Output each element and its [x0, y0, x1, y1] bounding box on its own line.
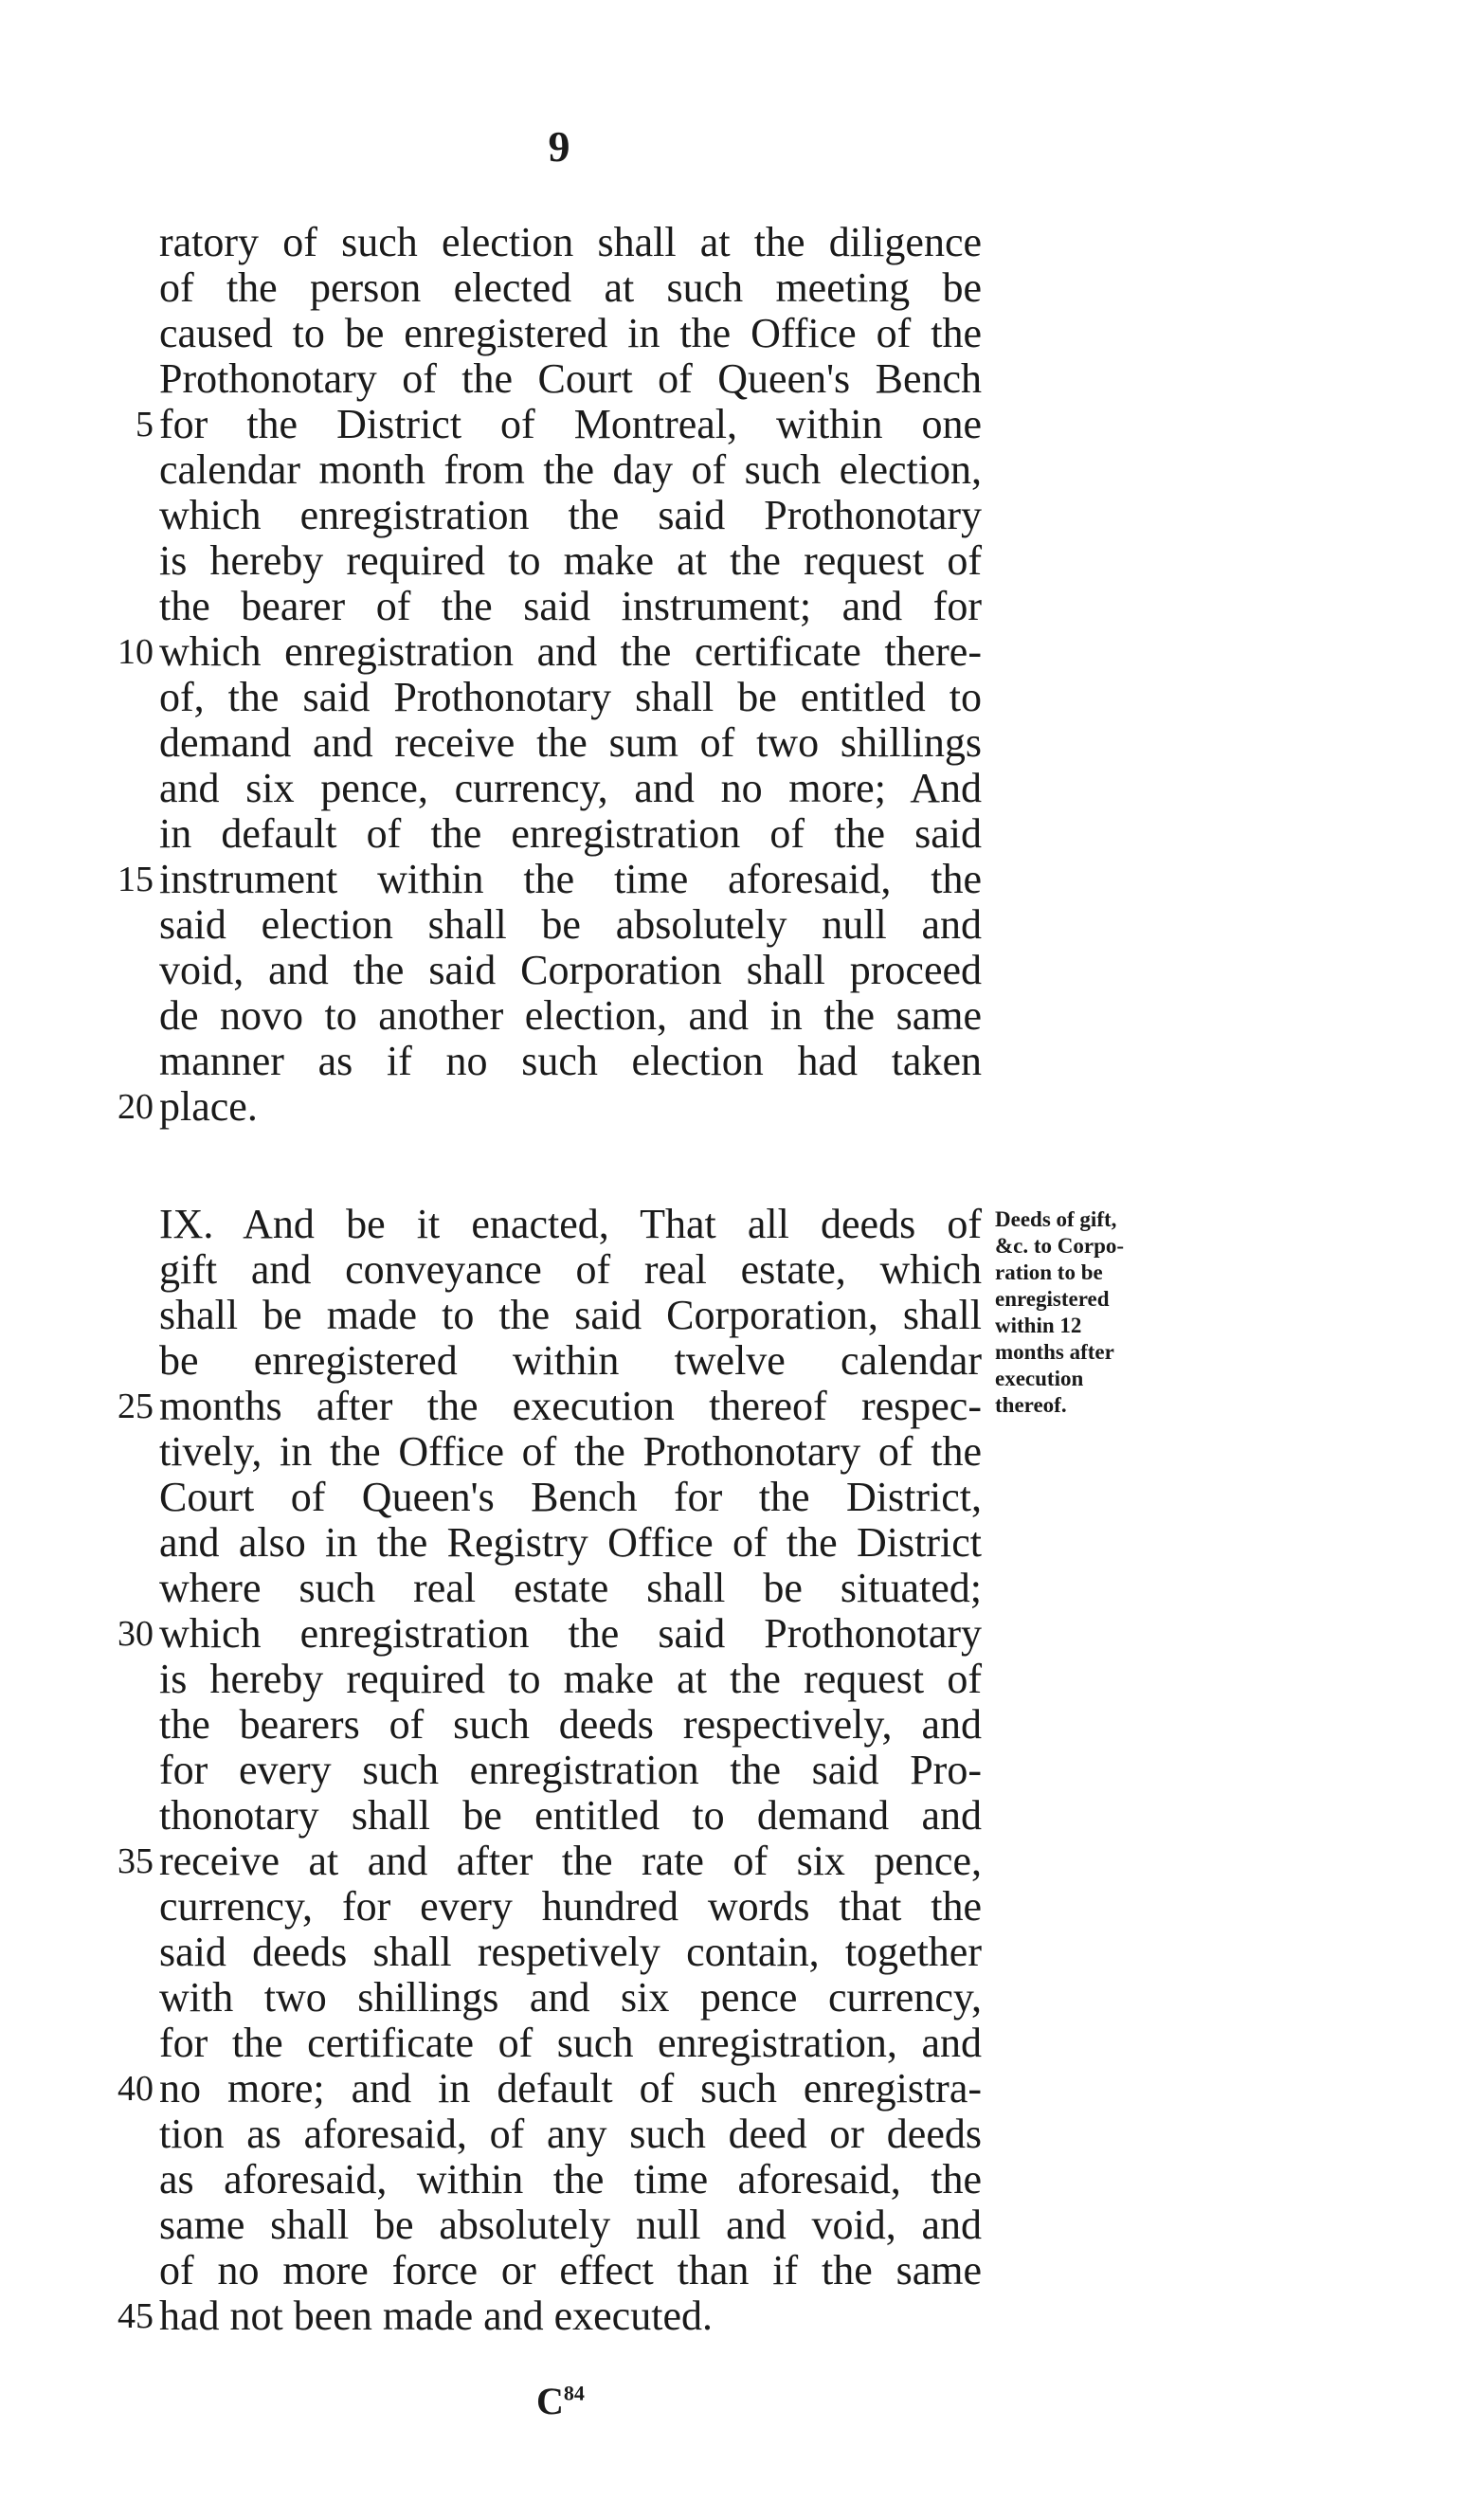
text-line: with two shillings and six pence currency, [159, 1974, 982, 2021]
margin-note-line: within 12 [995, 1314, 1082, 1337]
text-line: which enregistration the said Prothonotary [159, 492, 982, 538]
text-line: had not been made and executed. [159, 2293, 713, 2339]
text-line: Court of Queen's Bench for the District, [159, 1474, 982, 1520]
margin-note-line: months after [995, 1340, 1114, 1364]
text-line: in default of the enregistration of the said [159, 810, 982, 857]
line-number: 30 [118, 1614, 154, 1654]
line-number: 45 [118, 2296, 154, 2336]
text-line: thonotary shall be entitled to demand and [159, 1792, 982, 1839]
text-line: the bearer of the said instrument; and for [159, 583, 982, 629]
text-line: and also in the Registry Office of the District [159, 1519, 982, 1566]
text-line: manner as if no such election had taken [159, 1038, 982, 1084]
text-line: which enregistration the said Prothonotary [159, 1610, 982, 1657]
text-line: ratory of such election shall at the diligence [159, 219, 982, 265]
text-line: said deeds shall respetively contain, together [159, 1929, 982, 1975]
line-number: 35 [118, 1841, 154, 1881]
margin-note-line: Deeds of gift, [995, 1207, 1117, 1231]
text-line: same shall be absolutely null and void, and [159, 2202, 982, 2248]
text-line: no more; and in default of such enregistra- [159, 2065, 982, 2112]
text-line: which enregistration and the certificate there- [159, 628, 982, 675]
line-number: 25 [118, 1387, 154, 1426]
signature-number: 84 [563, 2381, 585, 2405]
text-line: gift and conveyance of real estate, which [159, 1246, 982, 1293]
margin-note-line: enregistered [995, 1287, 1110, 1311]
text-line: and six pence, currency, and no more; And [159, 765, 982, 811]
text-line: tion as aforesaid, of any such deed or deeds [159, 2111, 982, 2157]
signature-mark [536, 2379, 585, 2423]
text-line: for every such enregistration the said Pro- [159, 1747, 982, 1793]
text-line: de novo to another election, and in the same [159, 992, 982, 1039]
margin-note-line: thereof. [995, 1393, 1067, 1417]
text-line: the bearers of such deeds respectively, and [159, 1701, 982, 1748]
text-line: as aforesaid, within the time aforesaid, the [159, 2156, 982, 2203]
text-line: months after the execution thereof respec- [159, 1383, 982, 1429]
line-number: 20 [118, 1087, 154, 1127]
text-line: said election shall be absolutely null and [159, 901, 982, 948]
text-line: currency, for every hundred words that the [159, 1883, 982, 1930]
text-line: of the person elected at such meeting be [159, 264, 982, 311]
signature-letter: C [536, 2380, 564, 2422]
margin-note-line: ration to be [995, 1260, 1103, 1284]
line-number: 10 [118, 632, 154, 672]
text-line: is hereby required to make at the request of [159, 1656, 982, 1702]
text-line: IX. And be it enacted, That all deeds of [159, 1201, 982, 1247]
text-line: shall be made to the said Corporation, shall [159, 1292, 982, 1338]
text-line: for the District of Montreal, within one [159, 401, 982, 447]
text-line: instrument within the time aforesaid, the [159, 856, 982, 902]
text-line: calendar month from the day of such election, [159, 446, 982, 493]
text-line: is hereby required to make at the request of [159, 537, 982, 584]
text-line: caused to be enregistered in the Office of the [159, 310, 982, 356]
text-line: demand and receive the sum of two shillings [159, 719, 982, 766]
page-number: 9 [548, 122, 570, 171]
text-line: for the certificate of such enregistration, and [159, 2020, 982, 2066]
margin-note-line: &c. to Corpo- [995, 1234, 1125, 1258]
line-number: 15 [118, 860, 154, 899]
text-line: receive at and after the rate of six pence, [159, 1838, 982, 1884]
text-line: of no more force or effect than if the same [159, 2247, 982, 2293]
line-number: 5 [136, 405, 154, 444]
text-line: void, and the said Corporation shall proceed [159, 947, 982, 993]
text-line: of, the said Prothonotary shall be entitled to [159, 674, 982, 720]
text-line: where such real estate shall be situated; [159, 1565, 982, 1611]
margin-note-line: execution [995, 1367, 1084, 1390]
line-number: 40 [118, 2069, 154, 2109]
text-line: place. [159, 1083, 258, 1130]
text-line: be enregistered within twelve calendar [159, 1337, 982, 1384]
text-line: tively, in the Office of the Prothonotary of the [159, 1428, 982, 1475]
text-line: Prothonotary of the Court of Queen's Bench [159, 355, 982, 402]
